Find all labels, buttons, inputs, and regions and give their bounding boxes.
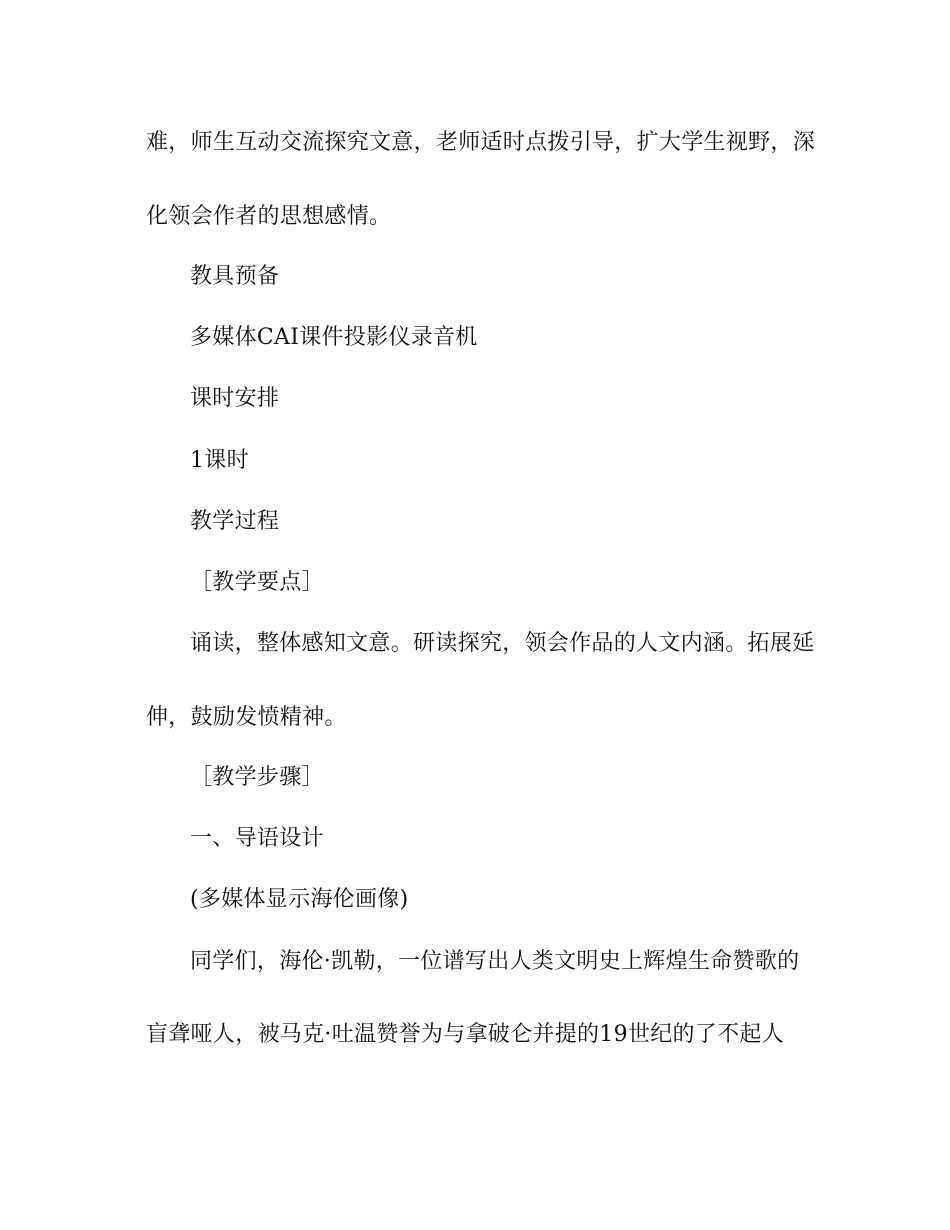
paragraph-line: 多媒体CAI课件投影仪录音机 (190, 325, 478, 350)
paragraph-line: 盲聋哑人，被马克·吐温赞誉为与拿破仑并提的19世纪的了不起人 (146, 1022, 784, 1047)
paragraph-line: 1课时 (190, 448, 249, 473)
paragraph-line: 同学们，海伦·凯勒，一位谱写出人类文明史上辉煌生命赞歌的 (190, 949, 800, 974)
paragraph-line: 难，师生互动交流探究文意，老师适时点拨引导，扩大学生视野，深 (146, 130, 816, 155)
paragraph-line: 化领会作者的思想感情。 (146, 204, 392, 229)
paragraph-line: (多媒体显示海伦画像) (190, 887, 409, 912)
subsection-heading: ［教学步骤］ (190, 765, 324, 790)
paragraph-line: 诵读，整体感知文意。研读探究，领会作品的人文内涵。拓展延 (190, 631, 815, 656)
paragraph-line: 伸，鼓励发愤精神。 (146, 705, 347, 730)
section-heading: 课时安排 (190, 386, 280, 411)
section-heading: 一、导语设计 (190, 826, 324, 851)
section-heading: 教具预备 (190, 264, 280, 289)
subsection-heading: ［教学要点］ (190, 570, 324, 595)
section-heading: 教学过程 (190, 509, 280, 534)
